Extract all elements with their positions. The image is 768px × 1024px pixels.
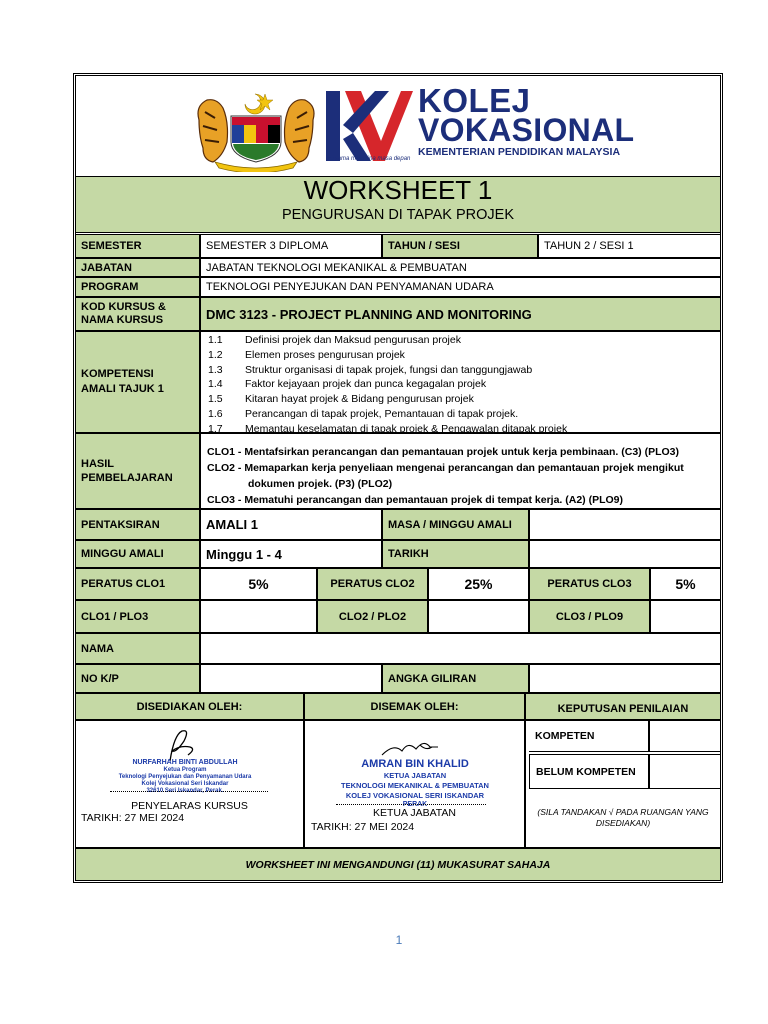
kompeten-label: KOMPETEN [529,720,649,752]
footer-note: WORKSHEET INI MENGANDUNGI (11) MUKASURAT SAHAJA [75,848,721,881]
belum-kompeten-label: BELUM KOMPETEN [529,754,649,789]
clo3-text: CLO3 - Mematuhi perancangan dan pemantauan projek di tempat kerja. (A2) (PLO9) [207,494,623,506]
kolej-vokasional-kv-icon [323,89,415,164]
stamp-2-line4: PERAK [402,801,428,808]
page-number: 1 [395,933,403,947]
kod-kursus-label [75,297,200,331]
clo2-plo2-field[interactable] [428,600,529,633]
signature-2-line [336,804,486,805]
no-kp-label: NO K/P [75,664,200,693]
peratus-clo2-label: PERATUS CLO2 [317,568,428,600]
clo2-plo2-label: CLO2 / PLO2 [317,600,428,633]
list-item: 1.6 Perancangan di tapak projek, Pemantauan di tapak projek. [208,407,519,420]
kompetensi-label-line2: AMALI TAJUK 1 [81,383,164,395]
belum-kompeten-checkbox[interactable] [649,754,721,789]
minggu-amali-value: Minggu 1 - 4 [200,540,382,568]
peratus-clo1-label: PERATUS CLO1 [75,568,200,600]
pentaksiran-label: PENTAKSIRAN [75,509,200,540]
keputusan-penilaian-label: KEPUTUSAN PENILAIAN [525,693,721,720]
stamp-2-line3: KOLEJ VOKASIONAL SERI ISKANDAR [345,791,485,800]
kod-kursus-value: DMC 3123 - PROJECT PLANNING AND MONITORING [200,297,721,331]
stamp-1-name: NURFARHAH BINTI ABDULLAH [132,759,238,766]
nama-field[interactable] [200,633,721,664]
masa-minggu-label: MASA / MINGGU AMALI [382,509,529,540]
stamp-2 [330,758,500,809]
malaysia-coat-of-arms-icon [193,90,319,172]
signature-1-line [110,791,268,792]
minggu-amali-label: MINGGU AMALI [75,540,200,568]
list-item: 1.7 Memantau keselamatan di tapak projek & Pengawalan ditapak projek [208,422,568,435]
worksheet-subtitle: PENGURUSAN DI TAPAK PROJEK [281,207,515,223]
angka-giliran-label: ANGKA GILIRAN [382,664,529,693]
tahun-sesi-value: TAHUN 2 / SESI 1 [538,234,721,258]
signature-2-icon [380,737,450,759]
role-ketua-jabatan: KETUA JABATAN [372,807,457,819]
program-label: PROGRAM [75,277,200,297]
kod-kursus-label-line1: KOD KURSUS & [81,301,166,313]
list-item: 1.4 Faktor kejayaan projek dan punca kegagalan projek [208,378,487,391]
semester-value: SEMESTER 3 DIPLOMA [200,234,382,258]
clo2-text-cont: dokumen projek. (P3) (PLO2) [248,478,393,490]
stamp-1-line3: Kolej Vokasional Seri Iskandar [141,781,229,787]
program-value: TEKNOLOGI PENYEJUKAN DAN PENYAMANAN UDARA [200,277,721,297]
angka-giliran-field[interactable] [529,664,721,693]
stamp-2-name: AMRAN BIN KHALID [361,758,469,770]
worksheet-title: WORKSHEET 1 [303,175,493,205]
kompetensi-list [200,331,721,433]
logo-vokasional-text: VOKASIONAL [418,112,635,148]
logo-tagline: bersama membina masa depan [326,156,411,162]
clo2-text: CLO2 - Memaparkan kerja penyeliaan mengenai perancangan dan pemantauan projek mengikut [207,462,684,474]
date-1: TARIKH: 27 MEI 2024 [81,812,185,824]
peratus-clo1-value: 5% [200,568,317,600]
stamp-2-line1: KETUA JABATAN [383,771,447,780]
kompetensi-label [75,331,200,433]
masa-minggu-field[interactable] [529,509,721,540]
hasil-label-line2: PEMBELAJARAN [81,472,173,484]
kod-kursus-label-line2: NAMA KURSUS [81,314,164,326]
no-kp-field[interactable] [200,664,382,693]
semester-label: SEMESTER [75,234,200,258]
clo3-plo9-field[interactable] [650,600,721,633]
hasil-pembelajaran-label [75,433,200,509]
list-item: 1.5 Kitaran hayat projek & Bidang pengurusan projek [208,393,474,406]
jabatan-label: JABATAN [75,258,200,277]
disediakan-oleh-label: DISEDIAKAN OLEH: [75,693,304,720]
pentaksiran-value: AMALI 1 [200,509,382,540]
stamp-1-line2: Teknologi Penyejukan dan Penyamanan Udara [118,774,252,780]
tandakan-note: (SILA TANDAKAN √ PADA RUANGAN YANG DISEDIAKAN) [537,807,709,828]
signature-1-icon [160,727,200,763]
logo-kolej-text: KOLEJ [418,82,531,119]
tarikh-label: TARIKH [382,540,529,568]
role-penyelaras: PENYELARAS KURSUS [131,800,248,812]
clo1-plo3-label: CLO1 / PLO3 [75,600,200,633]
clo1-plo3-field[interactable] [200,600,317,633]
clo1-text: CLO1 - Mentafsirkan perancangan dan pemantauan projek untuk kerja pembinaan. (C3) (PLO3) [207,446,680,458]
tarikh-field[interactable] [529,540,721,568]
hasil-pembelajaran-list [200,433,721,509]
nama-label: NAMA [75,633,200,664]
stamp-1 [90,759,280,795]
kompeten-checkbox[interactable] [649,720,721,752]
logo-ministry-text: KEMENTERIAN PENDIDIKAN MALAYSIA [418,146,621,158]
list-item: 1.1 Definisi projek dan Maksud pengurusan projek [208,334,461,346]
stamp-1-line4: 32610 Seri Iskandar, Perak. [146,788,224,794]
clo3-plo9-label: CLO3 / PLO9 [529,600,650,633]
disemak-oleh-label: DISEMAK OLEH: [304,693,525,720]
peratus-clo3-value: 5% [650,568,721,600]
hasil-label-line1: HASIL [81,458,114,470]
date-2: TARIKH: 27 MEI 2024 [311,821,415,833]
list-item: 1.3 Struktur organisasi di tapak projek, fungsi dan tanggungjawab [208,363,533,376]
kompetensi-label-line1: KOMPETENSI [81,368,154,380]
peratus-clo3-label: PERATUS CLO3 [529,568,650,600]
stamp-2-line2: TEKNOLOGI MEKANIKAL & PEMBUATAN [341,781,489,790]
jabatan-value: JABATAN TEKNOLOGI MEKANIKAL & PEMBUATAN [200,258,721,277]
stamp-1-line1: Ketua Program [163,767,207,773]
peratus-clo2-value: 25% [428,568,529,600]
tahun-sesi-label: TAHUN / SESI [382,234,538,258]
list-item: 1.2 Elemen proses pengurusan projek [208,348,405,361]
